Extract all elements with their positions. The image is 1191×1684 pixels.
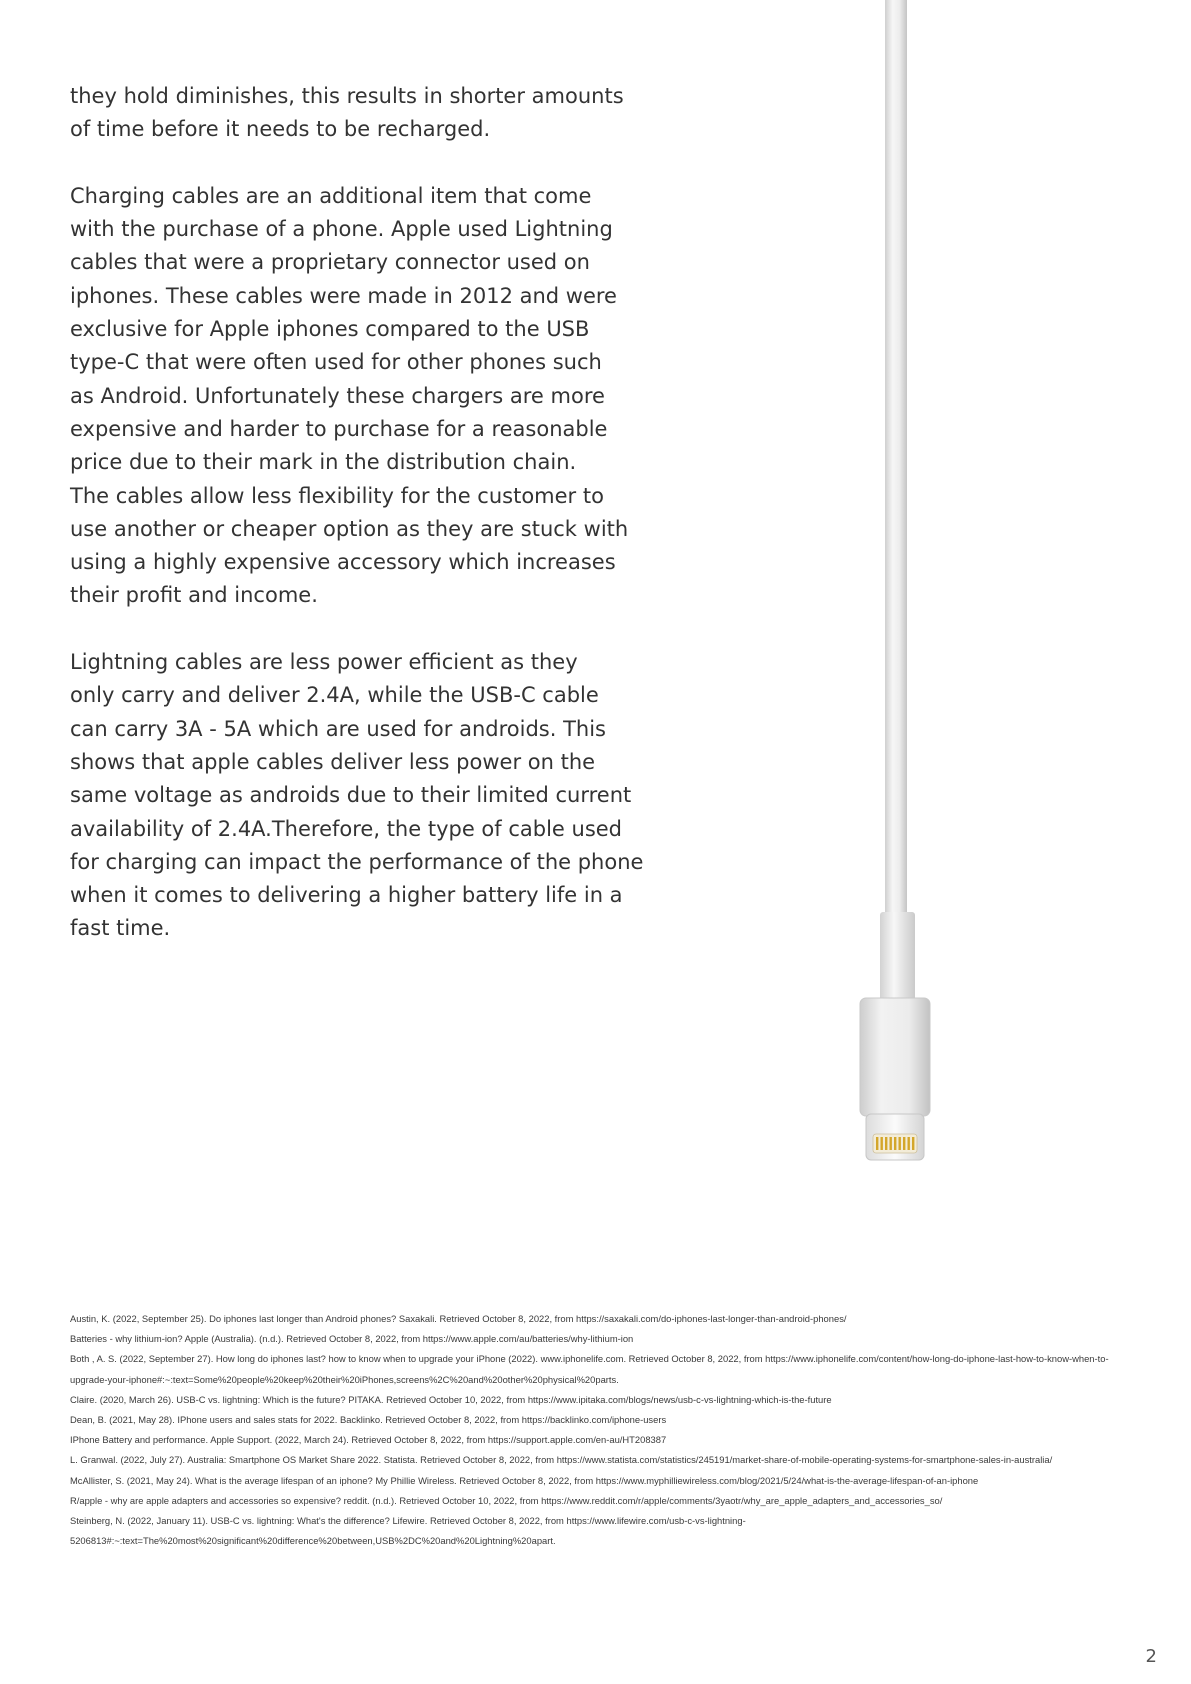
reference-item: Claire. (2020, March 26). USB-C vs. lightning: Which is the future? PITAKA. Retrieved October 10, 2022, from https://www.ipitaka.com/blogs/news/usb-c-vs-lightning-which-is-the-future [70,1393,832,1405]
connector-housing [860,998,930,1116]
paragraph-spacer [70,613,660,646]
reference-item: McAllister, S. (2021, May 24). What is the average lifespan of an iphone? My Phillie Wireless. Retrieved October 8, 2022, from https://www.myphilliewireless.com/blog/2021/5/24/what-is-the-average-lifespan-of-an-iphone [70,1474,979,1486]
references-list [70,1309,1130,1551]
page-number: 2 [1145,1646,1157,1667]
reference-item: Dean, B. (2021, May 28). IPhone users and sales stats for 2022. Backlinko. Retrieved October 8, 2022, from https://backlinko.com/iphone-users [70,1414,667,1426]
connector-gold-pins [876,1137,914,1150]
reference-item: Batteries - why lithium-ion? Apple (Australia). (n.d.). Retrieved October 8, 2022, from https://www.apple.com/au/batteries/why-lithium-ion [70,1333,634,1345]
reference-item: Both , A. S. (2022, September 27). How long do iphones last? how to know when to upgrade your iPhone (2022). www.iphonelife.com. Retrieved October 8, 2022, from https://www.iphonelife.com/content/how-long-do-iphone-last-how-to-know-when-to-upgrade-your-iphone#:~:text=Some%20people%20keep%20their%20iPhones,screens%2C%20and%20other%20physical%20parts. [70,1353,1109,1385]
paragraph-power-efficiency: Lightning cables are less power efficient as they only carry and deliver 2.4A, while the USB-C cable can carry 3A - 5A which are used for androids. This shows that apple cables deliver less power on the same voltage as androids due to their limited current availability of 2.4A.Therefore, the type of cable used for charging can impact the performance of the phone when it comes to delivering a higher battery life in a fast time. [70,650,644,941]
lightning-cable-image [850,0,950,1180]
body-text [70,80,660,946]
reference-item: IPhone Battery and performance. Apple Support. (2022, March 24). Retrieved October 8, 2022, from https://support.apple.com/en-au/HT208387 [70,1434,667,1446]
paragraph-charging-cables: Charging cables are an additional item that come with the purchase of a phone. Apple used Lightning cables that were a proprietary connector used on iphones. These cables were made in 2012 and were exclusive for Apple iphones compared to the USB type-C that were often used for other phones such as Android. Unfortunately these chargers are more expensive and harder to purchase for a reasonable price due to their mark in the distribution chain. [70,183,617,475]
paragraph-battery-recharge: they hold diminishes, this results in shorter amounts of time before it needs to be recharged. [70,84,624,142]
paragraph-spacer [70,147,660,180]
paragraph-cable-flexibility: The cables allow less flexibility for the customer to use another or cheaper option as they are stuck with using a highly expensive accessory which increases their profit and income. [70,483,629,608]
cable-strain-relief [880,912,915,1002]
reference-item: Austin, K. (2022, September 25). Do iphones last longer than Android phones? Saxakali. Retrieved October 8, 2022, from https://saxakali.com/do-iphones-last-longer-than-android-phones/ [70,1313,847,1324]
reference-item: L. Granwal. (2022, July 27). Australia: Smartphone OS Market Share 2022. Statista. Retrieved October 8, 2022, from https://www.statista.com/statistics/245191/market-share-of-mobile-operating-systems-for-smartphone-sales-in-australia/ [70,1454,1053,1466]
cable-wire [885,0,907,915]
reference-item: Steinberg, N. (2022, January 11). USB-C vs. lightning: What's the difference? Lifewire. Retrieved October 8, 2022, from https://www.lifewire.com/usb-c-vs-lightning-5206813#:~:text=The%20most%20significant%20difference%20between,USB%2DC%20and%20Lightning%20apart. [70,1515,746,1547]
reference-item: R/apple - why are apple adapters and accessories so expensive? reddit. (n.d.). Retrieved October 10, 2022, from https://www.reddit.com/r/apple/comments/3yaotr/why_are_apple_adapters_and_accessories_so/ [70,1494,943,1506]
